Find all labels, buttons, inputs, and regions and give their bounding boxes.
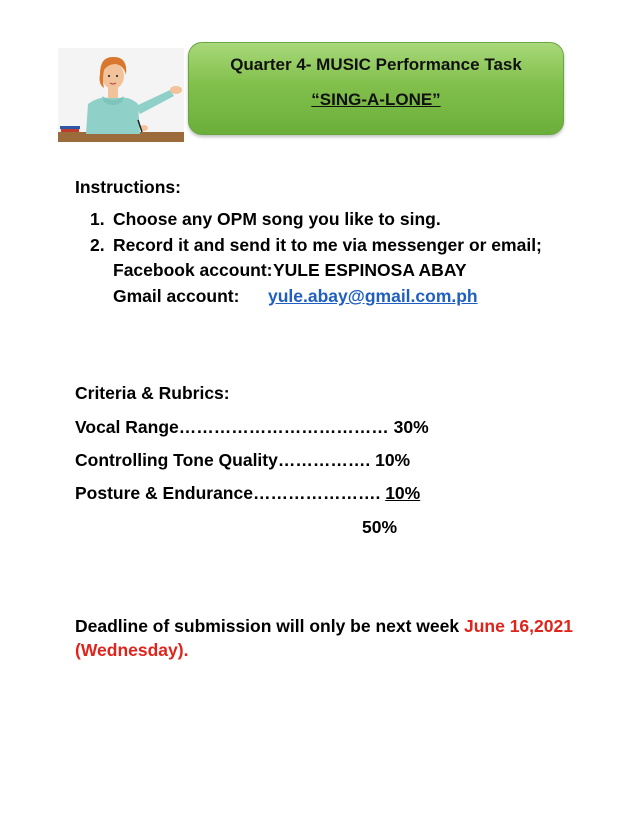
instructions-heading: Instructions: <box>75 177 181 197</box>
deadline-day: (Wednesday). <box>75 640 189 660</box>
list-number: 2. <box>90 235 105 255</box>
teacher-illustration <box>58 48 184 142</box>
list-number: 1. <box>90 209 105 229</box>
email-link[interactable]: yule.abay@gmail.com.ph <box>268 286 478 306</box>
deadline-text: Deadline of submission will only be next week <box>75 616 464 636</box>
criteria-label: Vocal Range……………………………… <box>75 417 394 437</box>
deadline-line <box>75 616 573 637</box>
criteria-row <box>75 417 429 438</box>
criteria-label: Posture & Endurance…………………. <box>75 483 386 503</box>
header-banner <box>188 42 564 135</box>
criteria-percent: 10% <box>385 483 421 503</box>
gmail-account-label: Gmail account: <box>113 286 240 306</box>
page-title: Quarter 4- MUSIC Performance Task <box>230 55 522 74</box>
criteria-label: Controlling Tone Quality……………. <box>75 450 376 470</box>
facebook-account-value: YULE ESPINOSA ABAY <box>273 260 467 280</box>
instruction-item-2 <box>90 235 542 256</box>
criteria-row <box>75 450 410 471</box>
list-item-text: Choose any OPM song you like to sing. <box>113 209 441 229</box>
teacher-presenting-icon <box>58 48 184 142</box>
deadline-date: June 16,2021 <box>463 616 573 636</box>
criteria-total: 50% <box>362 517 398 537</box>
page-subtitle: “SING-A-LONE” <box>311 90 441 109</box>
criteria-row <box>75 483 420 504</box>
facebook-account-line <box>113 260 467 281</box>
instruction-item-1 <box>90 209 441 230</box>
criteria-percent: 10% <box>375 450 411 470</box>
facebook-account-label: Facebook account: <box>113 260 273 280</box>
list-item-text: Record it and send it to me via messenger or email; <box>113 235 542 255</box>
gmail-account-line <box>113 286 478 307</box>
criteria-heading: Criteria & Rubrics: <box>75 383 230 403</box>
criteria-percent: 30% <box>393 417 429 437</box>
